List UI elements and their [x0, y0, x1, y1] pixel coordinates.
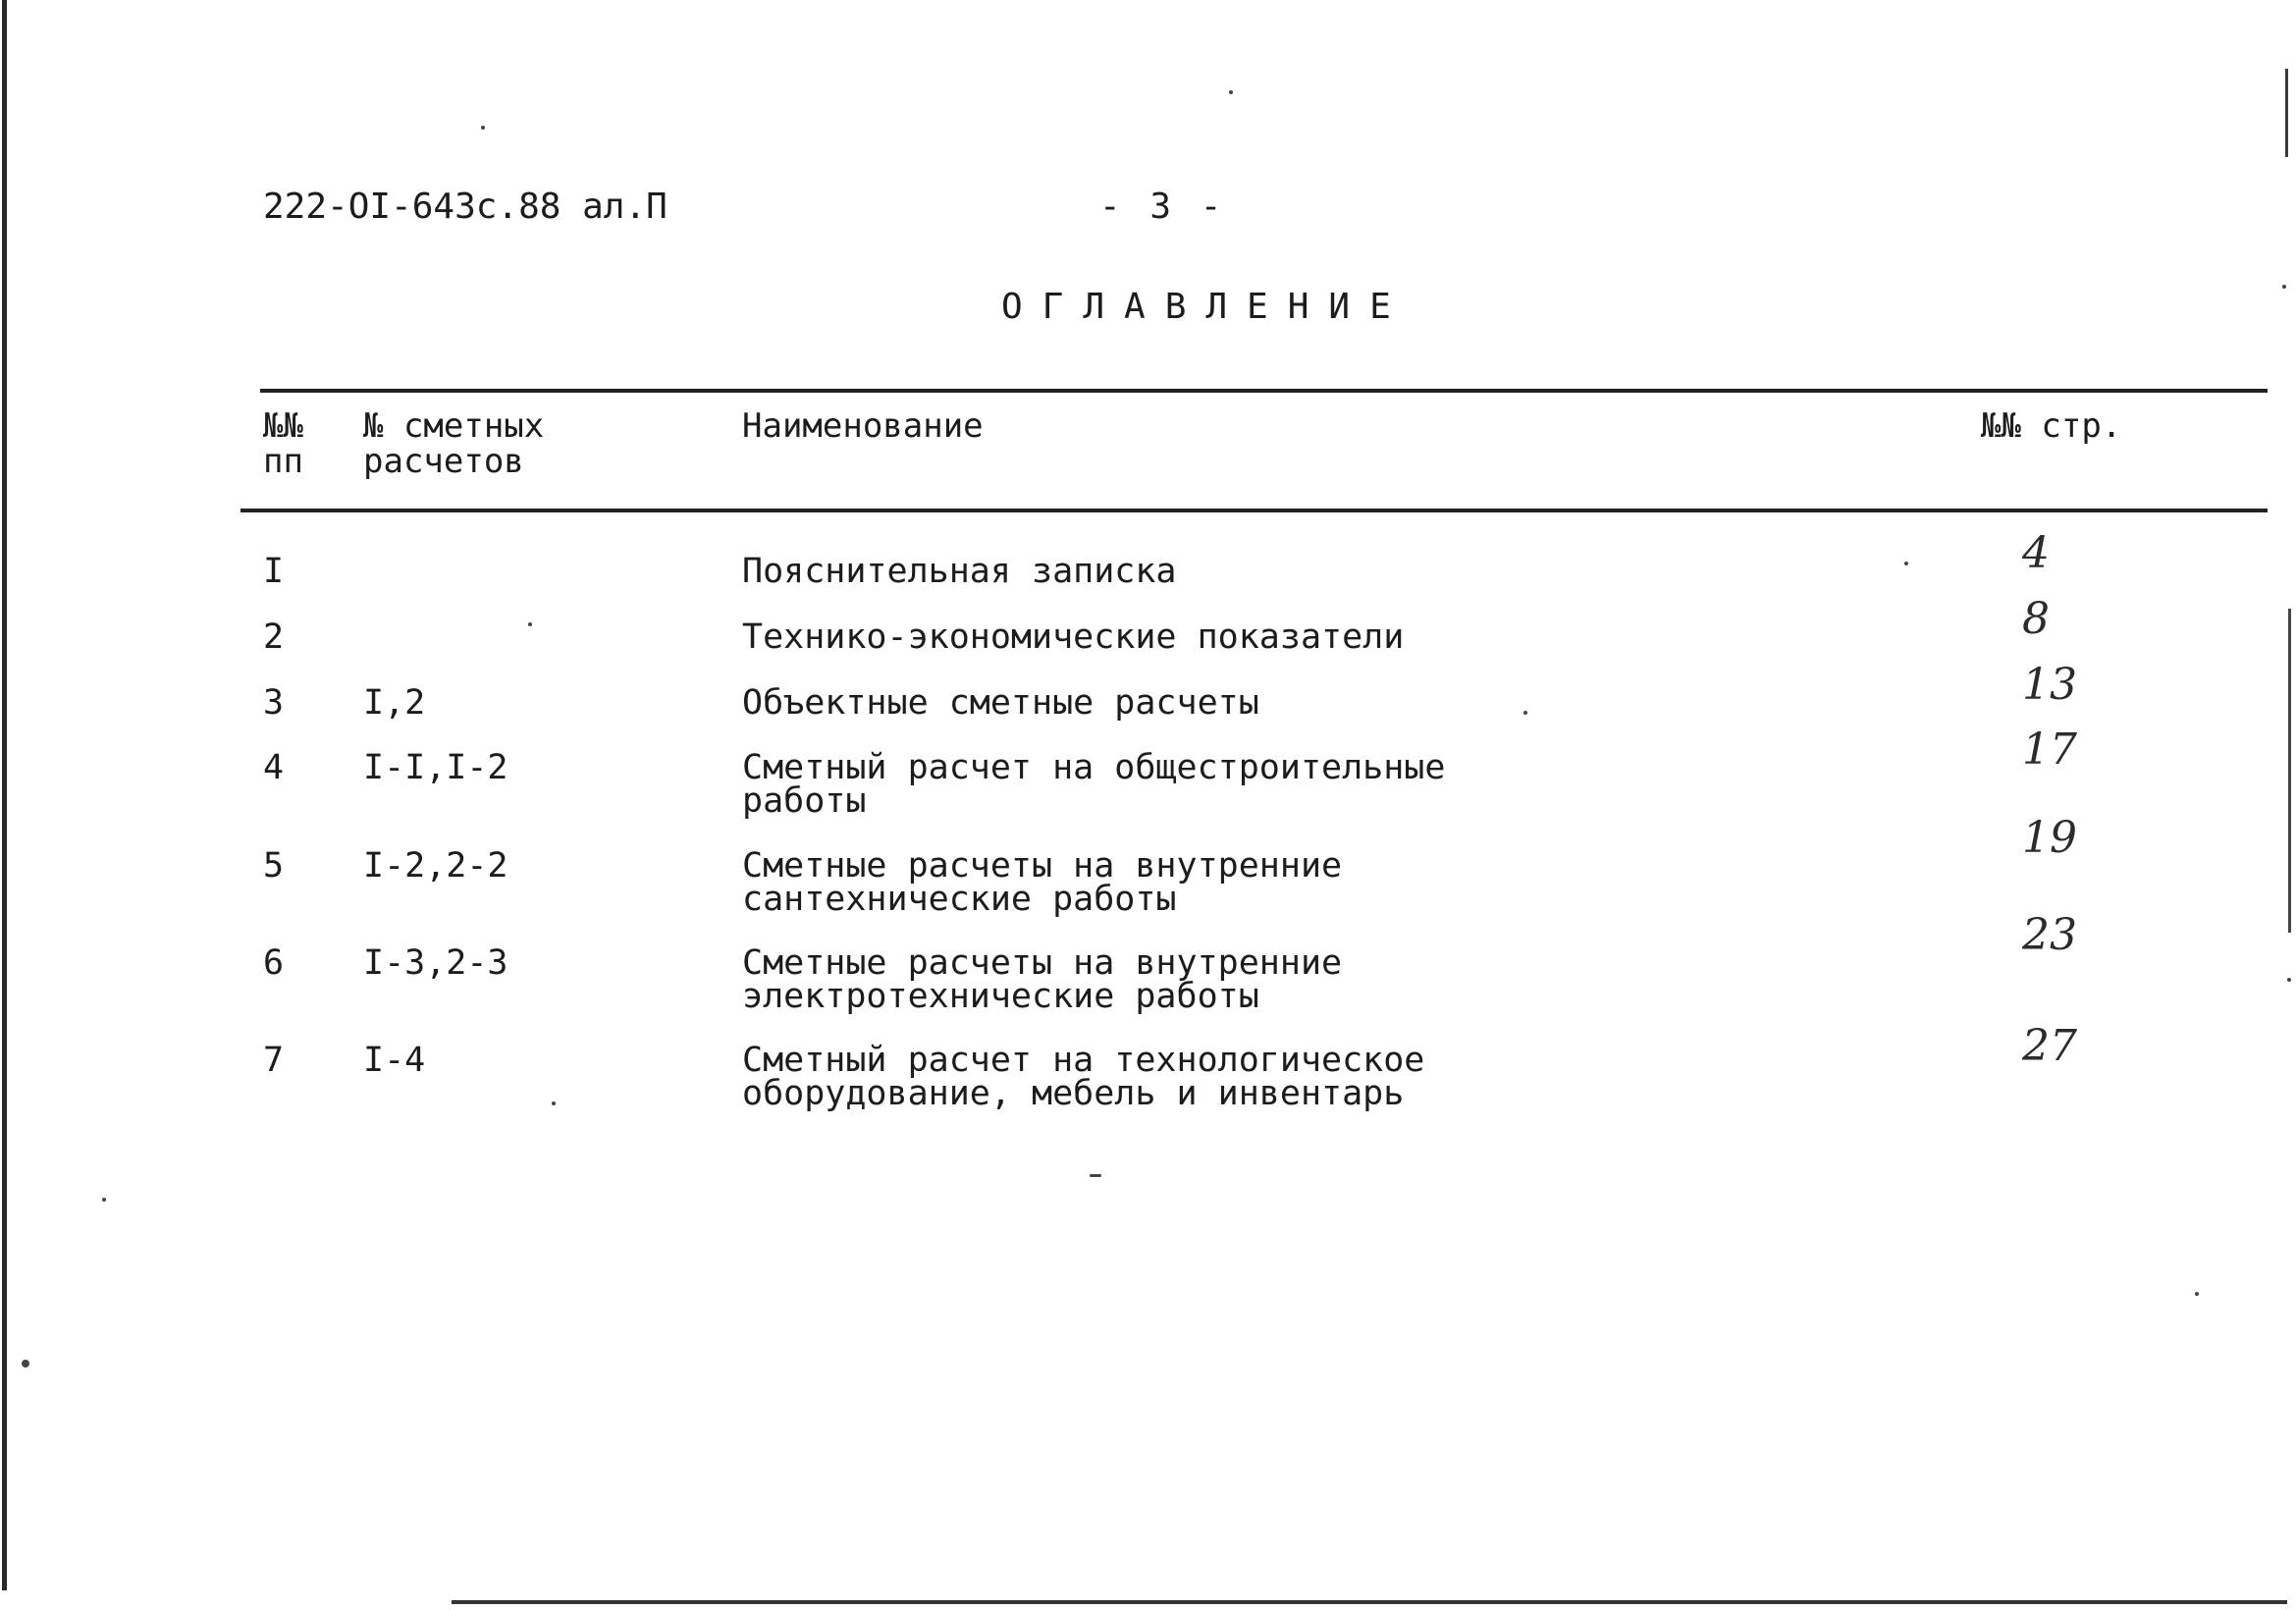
row-page-handwritten: 17 [2022, 724, 2077, 775]
row-name [742, 943, 1626, 1016]
row-name-line: Сметные расчеты на внутренние [742, 846, 1343, 886]
column-header-page: №№ стр. [1981, 406, 2122, 446]
row-page-handwritten: 19 [2022, 813, 2077, 863]
row-calculations: I-2,2-2 [363, 846, 508, 886]
row-page-handwritten: 27 [2022, 1021, 2077, 1071]
row-name-line: сантехнические работы [742, 880, 1177, 919]
row-calculations: I-3,2-3 [363, 943, 508, 983]
row-name [742, 1041, 1626, 1113]
scan-edge-bottom [452, 1600, 2287, 1604]
scan-speck [1229, 90, 1233, 94]
row-name [742, 748, 1626, 821]
row-name-line: оборудование, мебель и инвентарь [742, 1074, 1405, 1113]
row-page-handwritten: 4 [2022, 528, 2050, 578]
row-name [742, 846, 1626, 919]
row-number: 5 [263, 846, 285, 886]
row-name-line: Технико-экономические показатели [742, 617, 1405, 657]
page-number: - 3 - [1099, 187, 1226, 227]
row-number: 7 [263, 1041, 285, 1080]
document-code: 222-OI-643c.88 ал.П [263, 187, 667, 227]
scan-speck [2282, 285, 2286, 289]
scan-speck [22, 1360, 29, 1368]
row-page-handwritten: 23 [2022, 910, 2077, 960]
row-name-line: Объектные сметные расчеты [742, 683, 1259, 723]
row-name-line: электротехнические работы [742, 977, 1259, 1016]
column-header-name: Наименование [742, 406, 984, 446]
column-header-number [263, 408, 303, 479]
row-number: 2 [263, 617, 285, 657]
table-top-rule [260, 389, 2268, 393]
row-name [742, 683, 1626, 723]
row-page-handwritten: 13 [2022, 660, 2077, 710]
scan-speck [1904, 562, 1908, 565]
row-name-line: Сметный расчет на технологическое [742, 1041, 1425, 1080]
scan-speck [481, 126, 485, 130]
table-header-rule [240, 509, 2268, 512]
scan-speck [2195, 1292, 2199, 1296]
row-name [742, 552, 1626, 591]
scan-speck [2287, 978, 2291, 982]
scan-edge-right [2285, 69, 2288, 157]
row-name-line: Сметные расчеты на внутренние [742, 943, 1343, 983]
scan-speck [528, 622, 532, 626]
row-number: 3 [263, 683, 285, 723]
row-number: 6 [263, 943, 285, 983]
row-calculations: I,2 [363, 683, 426, 723]
column-header-line: № сметных [363, 406, 545, 446]
row-name-line: работы [742, 781, 867, 821]
column-header-line: №№ [263, 406, 303, 446]
column-header-calculations [363, 408, 544, 479]
scan-edge-right [2288, 609, 2291, 933]
page-title: ОГЛАВЛЕНИЕ [1001, 287, 1411, 327]
row-number: I [263, 552, 285, 591]
scan-speck [102, 1198, 106, 1202]
column-header-line: пп [263, 442, 303, 481]
scan-edge-left [2, 0, 7, 1590]
row-calculations: I-4 [363, 1041, 426, 1080]
row-page-handwritten: 8 [2022, 594, 2050, 644]
column-header-line: расчетов [363, 442, 524, 481]
row-name [742, 617, 1626, 657]
scan-speck [552, 1101, 556, 1105]
row-calculations: I-I,I-2 [363, 748, 508, 787]
scan-speck [1090, 1174, 1101, 1177]
row-name-line: Сметный расчет на общестроительные [742, 748, 1446, 787]
row-name-line: Пояснительная записка [742, 552, 1177, 591]
row-number: 4 [263, 748, 285, 787]
